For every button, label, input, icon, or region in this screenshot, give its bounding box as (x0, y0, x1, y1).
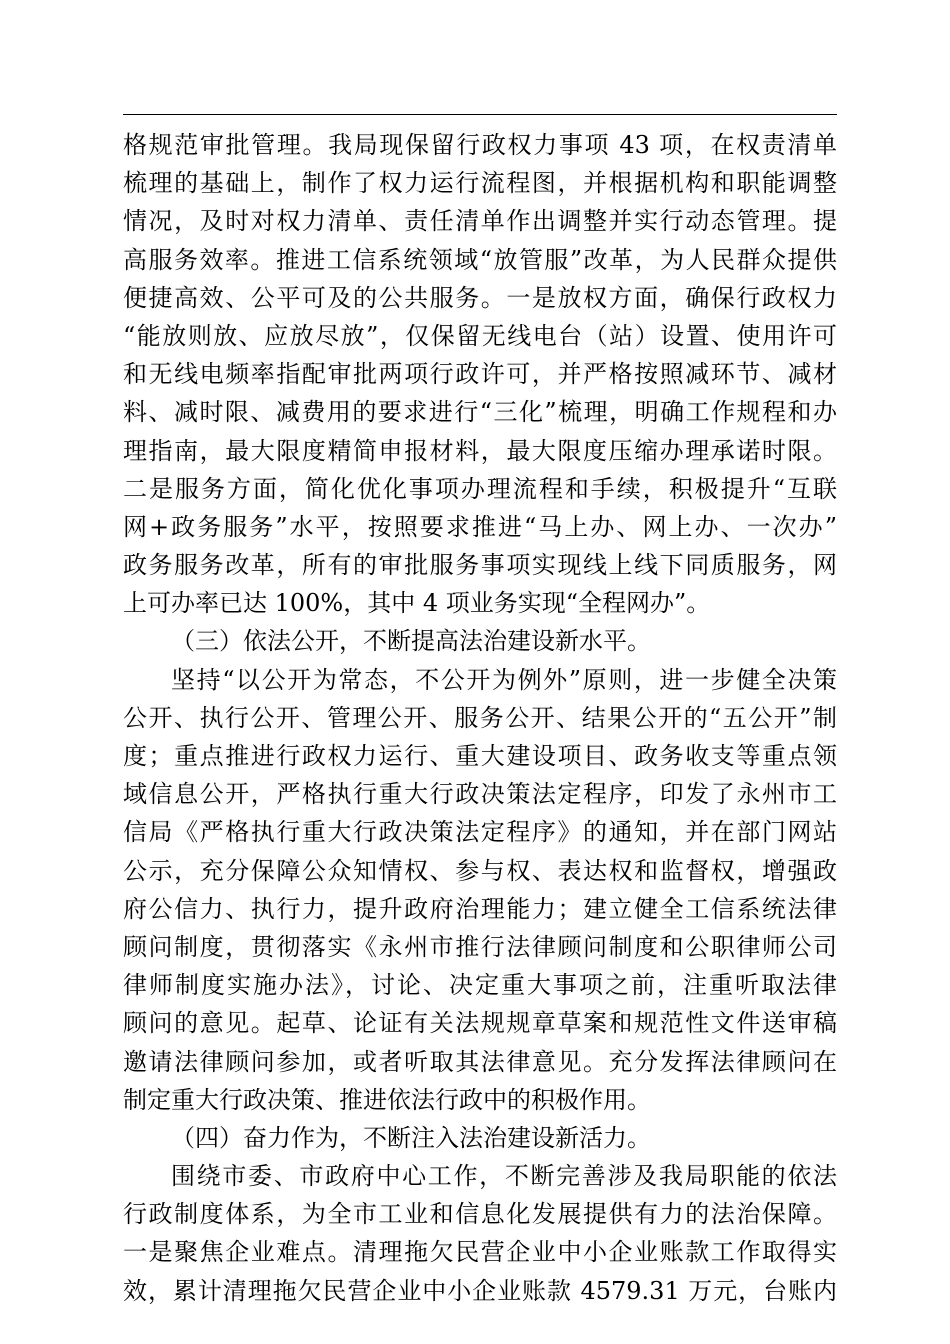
paragraph-line: 情况，及时对权力清单、责任清单作出调整并实行动态管理。提 (123, 207, 837, 236)
header-rule (123, 114, 837, 115)
paragraph-line: 便捷高效、公平可及的公共服务。一是放权方面，确保行政权力 (123, 283, 837, 312)
document-body (123, 126, 837, 1310)
paragraph-line: 上可办率已达 100%，其中 4 项业务实现“全程网办”。 (123, 589, 711, 618)
paragraph-line: 一是聚焦企业难点。清理拖欠民营企业中小企业账款工作取得实 (123, 1238, 837, 1267)
paragraph-line: 行政制度体系，为全市工业和信息化发展提供有力的法治保障。 (123, 1200, 837, 1229)
paragraph-line: 域信息公开，严格执行重大行政决策法定程序，印发了永州市工 (123, 780, 837, 809)
paragraph-line: 坚持“以公开为常态，不公开为例外”原则，进一步健全决策 (171, 665, 837, 694)
paragraph-line: 度；重点推进行政权力运行、重大建设项目、政务收支等重点领 (123, 742, 837, 770)
paragraph-line: 顾问的意见。起草、论证有关法规规章草案和规范性文件送审稿 (123, 1009, 837, 1038)
paragraph-line: 格规范审批管理。我局现保留行政权力事项 43 项，在权责清单 (123, 131, 837, 159)
paragraph-line: 律师制度实施办法》，讨论、决定重大事项之前，注重听取法律 (123, 971, 837, 1000)
paragraph-line: 网+政务服务”水平，按照要求推进“马上办、网上办、一次办” (123, 512, 837, 541)
paragraph-line: 围绕市委、市政府中心工作，不断完善涉及我局职能的依法 (171, 1162, 837, 1191)
paragraph-line: 二是服务方面，简化优化事项办理流程和手续，积极提升“互联 (123, 474, 837, 503)
section-heading: （三）依法公开，不断提高法治建设新水平。 (171, 627, 651, 656)
paragraph-line: 顾问制度，贯彻落实《永州市推行法律顾问制度和公职律师公司 (123, 932, 837, 961)
paragraph-line: 府公信力、执行力，提升政府治理能力；建立健全工信系统法律 (123, 894, 837, 923)
paragraph-line: 梳理的基础上，制作了权力运行流程图，并根据机构和职能调整 (123, 169, 837, 198)
paragraph-line: 政务服务改革，所有的审批服务事项实现线上线下同质服务，网 (123, 551, 837, 580)
paragraph-line: 和无线电频率指配审批两项行政许可，并严格按照减环节、减材 (123, 360, 837, 389)
paragraph-line: 信局《严格执行重大行政决策法定程序》的通知，并在部门网站 (123, 818, 837, 847)
paragraph-line: 制定重大行政决策、推进依法行政中的积极作用。 (123, 1085, 651, 1114)
section-heading: （四）奋力作为，不断注入法治建设新活力。 (171, 1123, 651, 1152)
paragraph-line: 理指南，最大限度精简申报材料，最大限度压缩办理承诺时限。 (123, 436, 837, 465)
paragraph-line: 公示，充分保障公众知情权、参与权、表达权和监督权，增强政 (123, 856, 837, 885)
paragraph-line: 公开、执行公开、管理公开、服务公开、结果公开的“五公开”制 (123, 703, 837, 732)
paragraph-line: 高服务效率。推进工信系统领域“放管服”改革，为人民群众提供 (123, 245, 837, 274)
paragraph-line: 效，累计清理拖欠民营企业中小企业账款 4579.31 万元，台账内 (123, 1276, 837, 1305)
paragraph-line: 料、减时限、减费用的要求进行“三化”梳理，明确工作规程和办 (123, 398, 837, 427)
paragraph-line: “能放则放、应放尽放”，仅保留无线电台（站）设置、使用许可 (123, 321, 837, 350)
paragraph-line: 邀请法律顾问参加，或者听取其法律意见。充分发挥法律顾问在 (123, 1047, 837, 1076)
